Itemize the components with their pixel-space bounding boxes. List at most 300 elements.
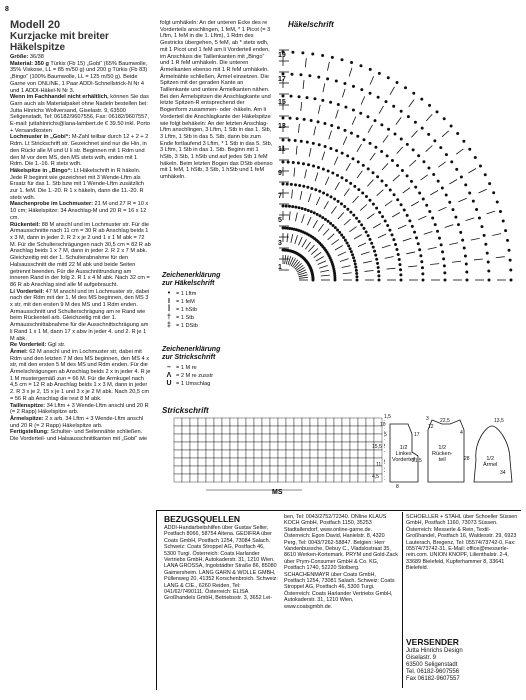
knit-cell (262, 458, 270, 466)
chain-stitch (295, 184, 297, 186)
chain-stitch (378, 72, 380, 74)
chain-stitch (421, 261, 423, 263)
chain-stitch (505, 230, 507, 232)
knit-cell (198, 426, 206, 434)
knit-cell (238, 434, 246, 442)
bezugsquellen-title: BEZUGSQUELLEN (164, 514, 241, 524)
knit-cell (302, 442, 310, 450)
bezug-col1: ADDI-Handarbeitshilfen über Gustav Selter, Postfach 8066, 58754 Altena. GEDIFRA über Coats GmbH, Postfach 1254, 73084 Salach. Schweiz: Coats Stroppel AG, Postfach 46, 5300 Turgi. Österreich: Coats Harlander Vertriebs GmbH, Autokaderstr. 31, 1210 Wien. LANA GROSSA, Ingolstädter Straße 86, 85080 Gaimersheim. LANG GARN & WOLLE GMBH, Püllenweg 20, 41352 Korschenbroich. Schweiz: LANG & CIE., 6260 Reiden, Tel: 041/62/7490111. Österreich: ELISA Großhandels GmbH, Betriebsstr. 3, 3652 Lei- (164, 525, 278, 602)
chain-stitch (315, 189, 317, 191)
model-number: Modell 20 (10, 19, 61, 31)
knit-cell (182, 418, 190, 426)
chain-stitch (443, 265, 445, 267)
crochet-stitch (408, 266, 417, 267)
legend-symbol: I (168, 298, 170, 305)
legend-knitting (162, 346, 272, 388)
chain-stitch (330, 222, 332, 224)
chain-stitch (487, 261, 489, 263)
knit-cell (214, 466, 222, 474)
crochet-stitch (299, 275, 308, 277)
knit-cell (254, 418, 262, 426)
chain-stitch (369, 68, 371, 70)
chain-stitch (312, 53, 314, 55)
chain-stitch (326, 194, 328, 196)
chain-stitch (445, 194, 447, 196)
legend-symbol: ꟾ (167, 306, 171, 313)
crochet-stitch (311, 249, 318, 255)
chain-stitch (352, 254, 354, 256)
crochet-stitch (305, 169, 307, 178)
crochet-row-number: 9 (278, 169, 282, 177)
legend-crochet-title2: zur Häkelschrift (162, 280, 215, 287)
knit-cell (350, 466, 358, 474)
crochet-stitch (316, 197, 320, 205)
crochet-stitch (406, 252, 415, 254)
chain-stitch (307, 186, 309, 188)
knit-cell (222, 458, 230, 466)
chain-stitch (347, 155, 349, 157)
crochet-stitch (426, 146, 433, 152)
knit-cell (270, 458, 278, 466)
chain-stitch (379, 211, 381, 213)
knit-cell (326, 434, 334, 442)
instruction-label: Wenn im Fachhandel nicht erhältlich, (10, 94, 109, 101)
crochet-stitch (386, 268, 395, 269)
crochet-row-number: 11 (278, 146, 286, 153)
chain-stitch (311, 187, 313, 189)
knit-cell (278, 458, 286, 466)
chain-stitch (433, 173, 435, 175)
knit-cell (230, 426, 238, 434)
knit-cell (254, 466, 262, 474)
chain-stitch (294, 140, 296, 142)
chain-stitch (367, 116, 369, 118)
chain-stitch (334, 277, 336, 279)
chain-stitch (445, 154, 447, 156)
chain-stitch (330, 101, 332, 103)
chain-stitch (323, 192, 325, 194)
crochet-stitch (343, 137, 347, 145)
crochet-stitch (342, 89, 345, 98)
chain-stitch (466, 279, 468, 281)
chain-stitch (415, 186, 417, 188)
knit-cell (222, 466, 230, 474)
knit-cell (182, 474, 190, 482)
knit-cell (278, 434, 286, 442)
crochet-stitch (334, 157, 338, 165)
crochet-stitch (286, 256, 288, 265)
knit-cell (214, 434, 222, 442)
chain-stitch (403, 209, 405, 211)
chain-stitch (457, 224, 459, 226)
legend-item (162, 290, 272, 298)
chain-stitch (317, 121, 319, 123)
crochet-stitch (418, 216, 426, 220)
chain-stitch (316, 213, 318, 215)
chain-stitch (393, 239, 395, 241)
instruction-paragraph (10, 429, 151, 442)
crochet-stitch (449, 180, 457, 185)
chain-stitch (421, 267, 423, 269)
dimension-label: 21,5 (412, 458, 422, 464)
chain-stitch (450, 125, 452, 127)
knit-cell (302, 466, 310, 474)
chain-stitch (285, 205, 287, 207)
legend-symbol: U (166, 380, 172, 387)
chain-stitch (355, 266, 357, 268)
knit-cell (350, 418, 358, 426)
chain-stitch (332, 172, 334, 174)
crochet-stitch (318, 105, 320, 114)
chain-stitch (484, 174, 486, 176)
chain-stitch (377, 176, 379, 178)
chain-stitch (376, 207, 378, 209)
chain-stitch (396, 248, 398, 250)
instructions-column-2 (160, 20, 273, 181)
chain-stitch (400, 274, 402, 276)
crochet-stitch (403, 238, 412, 241)
dimension-label: 4,5 (372, 474, 379, 480)
chain-stitch (355, 269, 357, 271)
knit-cell (182, 450, 190, 458)
crochet-row-number: 1 (278, 263, 282, 271)
chain-stitch (352, 158, 354, 160)
crochet-stitch (322, 152, 325, 161)
knit-cell (318, 474, 326, 482)
chain-stitch (417, 243, 419, 245)
chain-stitch (292, 161, 294, 163)
chain-stitch (493, 192, 495, 194)
chain-stitch (367, 235, 369, 237)
chain-stitch (333, 270, 335, 272)
chain-stitch (357, 135, 359, 137)
chain-stitch (407, 116, 409, 118)
knit-cell (222, 450, 230, 458)
chain-stitch (426, 204, 428, 206)
instruction-paragraph (10, 134, 151, 168)
chain-stitch (397, 199, 399, 201)
legend-item (162, 364, 272, 372)
chain-stitch (394, 133, 396, 135)
chain-stitch (443, 258, 445, 260)
knit-cell (198, 442, 206, 450)
knit-cell (190, 426, 198, 434)
legend-symbol: ‡ (167, 322, 171, 329)
chain-stitch (331, 56, 333, 58)
dimension-label: 34 (500, 470, 506, 476)
chain-stitch (344, 129, 346, 131)
knit-cell (214, 418, 222, 426)
instruction-label: Rückenteil: (10, 221, 41, 228)
chain-stitch (464, 255, 466, 257)
knit-cell (254, 458, 262, 466)
instruction-label: Ärmel: (10, 348, 28, 355)
knit-cell (182, 442, 190, 450)
pattern-sleeve-label: 1/2 Ärmel (483, 456, 498, 468)
knit-cell (246, 466, 254, 474)
chain-stitch (339, 231, 341, 233)
knit-cell (246, 418, 254, 426)
instruction-paragraph (10, 349, 151, 403)
knit-cell (198, 418, 206, 426)
knit-cell (334, 442, 342, 450)
instruction-label: Material: 350 g (10, 60, 49, 67)
crochet-stitch (430, 264, 439, 265)
instruction-label: Taillenspitze: (10, 402, 46, 409)
chain-stitch (319, 215, 321, 217)
chain-stitch (395, 244, 397, 246)
knit-cell (342, 434, 350, 442)
knit-cell (350, 426, 358, 434)
crochet-stitch (319, 265, 328, 268)
chain-stitch (463, 247, 465, 249)
page-number: 8 (5, 6, 9, 13)
crochet-stitch (398, 225, 406, 229)
crochet-stitch (294, 168, 295, 177)
legend-knit-title2: zur Strickschrift (162, 354, 216, 361)
crochet-stitch (318, 261, 326, 265)
chain-stitch (287, 227, 289, 229)
legend-symbol: † (167, 314, 171, 321)
crochet-stitch (291, 234, 293, 243)
knit-cell (318, 426, 326, 434)
legend-symbol: – (167, 364, 171, 371)
crochet-row-number: 3 (278, 240, 282, 247)
instruction-paragraph (10, 61, 151, 95)
chain-stitch (488, 279, 490, 281)
crochet-stitch (328, 234, 335, 240)
crochet-stitch (367, 214, 374, 219)
instruction-label: Ärmelspitze: (10, 415, 44, 422)
chain-stitch (347, 208, 349, 210)
chain-stitch (348, 245, 350, 247)
chain-stitch (337, 127, 339, 129)
chain-stitch (322, 99, 324, 101)
knit-cell (206, 450, 214, 458)
chain-stitch (438, 237, 440, 239)
knit-cell (366, 426, 374, 434)
chain-stitch (389, 189, 391, 191)
chain-stitch (381, 124, 383, 126)
chain-stitch (385, 101, 387, 103)
chain-stitch (363, 227, 365, 229)
instruction-text: Türkis (Fb 15) „Gobi“ (65% Baumwolle, 35% Viskose, LL = 85 m/50 g) und 200 g Türkis (Fb 83) „Bingo“ (100% Baumwolle, LL = 125 m/50 g). Beide Garne von ONLINE, 1 Paar ADDI-Schnellstrick-N Nr 4 und 1 ADDI-Häkel-N Nr 3. (10, 60, 148, 94)
knit-cell (238, 450, 246, 458)
legend-label: = 2 M re zusstr (176, 373, 214, 379)
knit-cell (358, 458, 366, 466)
crochet-stitch (318, 224, 323, 231)
crochet-stitch (316, 257, 324, 262)
chain-stitch (369, 238, 371, 240)
knit-cell (270, 418, 278, 426)
chain-stitch (409, 220, 411, 222)
crochet-stitch (382, 163, 388, 170)
chain-stitch (334, 274, 336, 276)
knit-cell (358, 418, 366, 426)
knit-cell (206, 458, 214, 466)
knit-cell (334, 418, 342, 426)
knit-cell (198, 466, 206, 474)
chain-stitch (422, 273, 424, 275)
knit-cell (206, 466, 214, 474)
knit-cell (262, 418, 270, 426)
knit-cell (254, 474, 262, 482)
versender-address: Jutta Hinrichs Design Giselastr. 9 63500 Seligenstadt Tel. 06182-9607556 Fax 06182-9607557 (406, 648, 463, 682)
chain-stitch (400, 279, 402, 281)
crochet-stitch (346, 163, 351, 171)
chain-stitch (290, 95, 292, 97)
instruction-paragraph (10, 403, 151, 416)
crochet-stitch (298, 124, 299, 133)
knit-cell (302, 426, 310, 434)
chain-stitch (396, 82, 398, 84)
crochet-stitch (438, 207, 446, 211)
chain-stitch (352, 85, 354, 87)
instruction-label: Häkelspitze in „Bingo“: (10, 167, 73, 174)
chain-stitch (308, 164, 310, 166)
instruction-text: können Sie das Garn auch als Materialpaket ohne Nadeln bestellen bei: Jutta Hinrichs Wollversand, Giselastr. 9, 63500 Seligenstadt, Tel: 06182/9607556, Fax: 06182/9607557, E-mail: juttahinrichs@lana-lambert.de € 39.50 inkl. Porto + Versandkosten (10, 94, 150, 134)
legend-label: = 1 feM (176, 299, 195, 305)
chain-stitch (332, 224, 334, 226)
knit-cell (342, 458, 350, 466)
chain-stitch (476, 209, 478, 211)
knit-cell (270, 426, 278, 434)
crochet-stitch (396, 117, 401, 124)
versender-title: VERSENDER (406, 637, 459, 647)
chain-stitch (372, 172, 374, 174)
instruction-text: 47 M anschl und im Lochmuster str, dabei nach der Rdm mit der 1. M des MS beginnen, den MS 3 x str, mit den ersten 9 M des MS und 1 Rdm enden. Armausschnitt und Schulterschrägung am re Rand wie beim Rückenteil arb. Gleichzeitig mit der 1. Armausschnittabnahme für die Ausschnittschrägung am li Rand 1 x 1 M, dann 17 x abw in jeder 4. und 2. R je 1 M abk. (10, 288, 150, 342)
chain-stitch (356, 276, 358, 278)
knit-cell (230, 458, 238, 466)
chain-stitch (350, 211, 352, 213)
knit-cell (318, 458, 326, 466)
chain-stitch (499, 210, 501, 212)
instructions-column-1 (10, 20, 151, 443)
chain-stitch (397, 253, 399, 255)
chain-stitch (386, 155, 388, 157)
knit-cell (366, 434, 374, 442)
knit-cell (262, 450, 270, 458)
crochet-stitch (352, 116, 356, 124)
chain-stitch (282, 161, 284, 163)
instruction-paragraph (10, 168, 151, 202)
knit-cell (326, 450, 334, 458)
knit-cell (262, 442, 270, 450)
knit-cell (206, 434, 214, 442)
chain-stitch (282, 227, 284, 229)
knit-cell (326, 442, 334, 450)
legend-label: = 1 Lftm (176, 291, 197, 297)
chain-stitch (419, 192, 421, 194)
knit-cell (302, 474, 310, 482)
chain-stitch (428, 167, 430, 169)
chain-stitch (286, 183, 288, 185)
crochet-stitch (313, 220, 318, 228)
chain-stitch (377, 266, 379, 268)
chain-stitch (357, 161, 359, 163)
chain-stitch (282, 183, 284, 185)
knit-cell (214, 442, 222, 450)
crochet-stitch (385, 201, 392, 206)
chain-stitch (400, 110, 402, 112)
chain-stitch (309, 75, 311, 77)
knit-cell (174, 458, 182, 466)
knit-cell (294, 426, 302, 434)
chain-stitch (360, 65, 362, 67)
crochet-stitch (357, 171, 362, 178)
chain-stitch (455, 216, 457, 218)
crochet-stitch (354, 235, 362, 240)
knit-cell (278, 450, 286, 458)
chain-stitch (384, 220, 386, 222)
crochet-stitch (305, 242, 310, 249)
knit-cell (254, 426, 262, 434)
knit-cell (350, 474, 358, 482)
chain-stitch (302, 163, 304, 165)
knit-cell (190, 474, 198, 482)
chain-stitch (356, 217, 358, 219)
knit-cell (342, 418, 350, 426)
knit-cell (254, 434, 262, 442)
chain-stitch (381, 180, 383, 182)
crochet-row-number: 19 (278, 52, 286, 59)
legend-item (162, 372, 272, 380)
chain-stitch (295, 206, 297, 208)
dimension-label: 3 (426, 416, 429, 422)
knit-cell (174, 418, 182, 426)
dimension-label: 8 (396, 484, 399, 490)
instruction-label: Fertigstellung: (10, 429, 49, 436)
dimension-label: 11 (376, 462, 382, 468)
chain-stitch (378, 271, 380, 273)
instruction-label: Re Vorderteil: (10, 342, 47, 349)
instruction-label: Größe: (10, 54, 29, 60)
chain-stitch (413, 92, 415, 94)
chain-stitch (465, 263, 467, 265)
knit-cell (238, 442, 246, 450)
chain-stitch (441, 187, 443, 189)
dimension-label: 1,5 (384, 414, 391, 420)
chain-stitch (432, 217, 434, 219)
chain-stitch (371, 242, 373, 244)
chain-stitch (352, 109, 354, 111)
knit-cell (358, 434, 366, 442)
knit-cell (238, 474, 246, 482)
knit-cell (174, 434, 182, 442)
chain-stitch (334, 227, 336, 229)
chain-stitch (440, 244, 442, 246)
knit-cell (262, 426, 270, 434)
crochet-stitch (327, 62, 329, 71)
knit-cell (358, 442, 366, 450)
chain-stitch (282, 95, 284, 97)
knit-cell (326, 426, 334, 434)
crochet-row-number: 17 (278, 75, 286, 83)
chain-stitch (378, 279, 380, 281)
chain-stitch (488, 270, 490, 272)
knit-cell (326, 458, 334, 466)
knit-cell (358, 466, 366, 474)
crochet-stitch (403, 188, 410, 193)
crochet-row-number: 13 (278, 122, 286, 130)
knit-cell (222, 418, 230, 426)
chain-stitch (399, 264, 401, 266)
crochet-stitch (335, 182, 340, 190)
chain-stitch (391, 234, 393, 236)
legend-item (162, 298, 272, 306)
knit-cell (286, 442, 294, 450)
crochet-stitch (332, 239, 339, 244)
